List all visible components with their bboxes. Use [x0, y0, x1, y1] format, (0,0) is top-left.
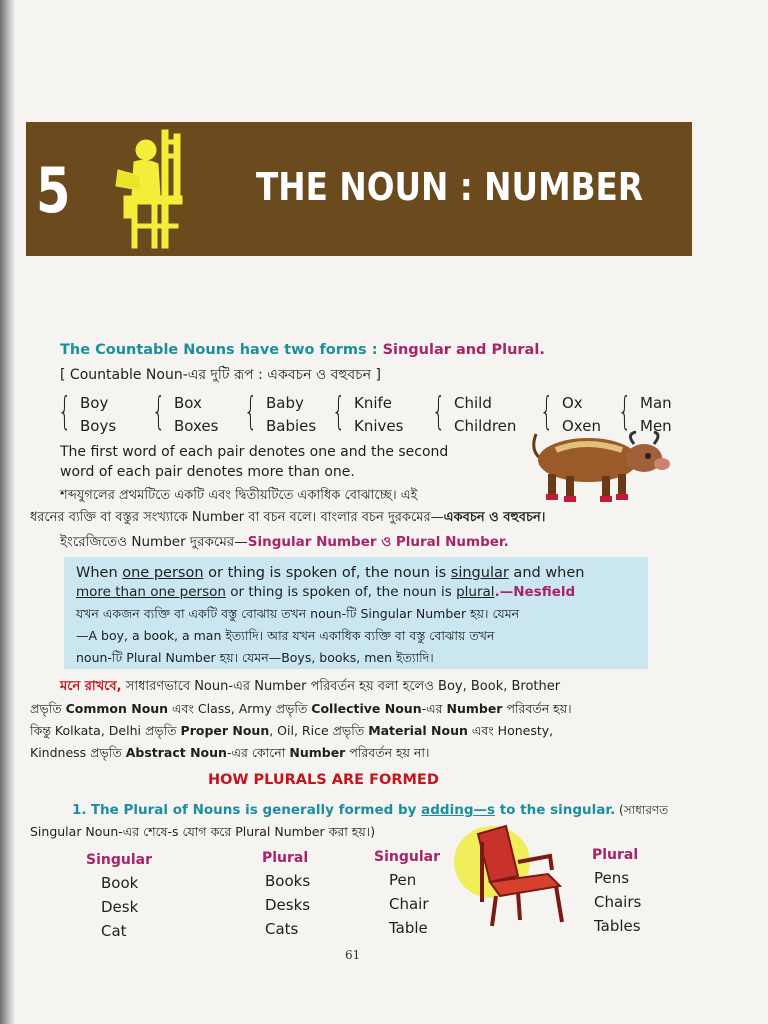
table-column-singular-2 — [374, 849, 440, 937]
table-column-singular-1 — [86, 852, 152, 940]
brace-icon: { — [152, 389, 166, 433]
brace-icon: { — [244, 389, 258, 433]
table-cell: Pens — [594, 869, 630, 887]
explanation-line-1: The first word of each pair denotes one and the second — [60, 444, 449, 460]
table-cell: Desks — [265, 896, 311, 914]
remember-line-2: প্রভৃতি Common Noun এবং Class, Army প্রভৃতি Collective Noun-এর Number পরিবর্তন হয়। — [30, 701, 572, 716]
definition-bengali-line-1: যখন একজন ব্যক্তি বা একটি বস্তু বোঝায় তখন noun-টি Singular Number হয়। যেমন — [76, 606, 520, 621]
table-cell: Cat — [101, 922, 127, 940]
intro-heading: The Countable Nouns have two forms : Singular and Plural. — [60, 342, 545, 358]
ox-illustration — [526, 420, 676, 506]
table-column-plural-2 — [592, 847, 641, 935]
explanation-line-2: word of each pair denotes more than one. — [60, 464, 355, 480]
table-column-plural-1 — [262, 850, 310, 938]
remember-line-4: Kindness প্রভৃতি Abstract Noun-এর কোনো Number পরিবর্তন হয় না। — [30, 745, 430, 760]
brace-icon: { — [432, 389, 446, 433]
definition-bengali-line-2: —A boy, a book, a man ইত্যাদি। আর যখন একাধিক ব্যক্তি বা বস্তু বোঝায় তখন — [76, 628, 495, 643]
table-cell: Desk — [101, 898, 139, 916]
plurals-section-heading: HOW PLURALS ARE FORMED — [208, 772, 439, 788]
explanation-bengali-line-2: ধরনের ব্যক্তি বা বস্তুর সংখ্যাকে Number বা বচন বলে। বাংলার বচন দুরকমের—একবচন ও বহুবচন। — [30, 510, 546, 525]
column-header: Singular — [86, 852, 152, 868]
table-cell: Tables — [594, 917, 641, 935]
brace-icon: { — [58, 389, 72, 433]
table-cell: Cats — [265, 920, 299, 938]
remember-line-3: কিন্তু Kolkata, Delhi প্রভৃতি Proper Noun, Oil, Rice প্রভৃতি Material Noun এবং Honesty, — [30, 723, 554, 738]
chapter-title: THE NOUN : NUMBER — [256, 165, 643, 209]
column-header: Plural — [592, 847, 639, 863]
word-pairs: { Boy Boys { Box Boxes { Baby Babies { Knife Knives { Child Children { Ox Oxen { Man Men — [58, 389, 672, 435]
table-cell: Books — [265, 872, 311, 890]
remember-line-1: মনে রাখবে, সাধারণভাবে Noun-এর Number পরিবর্তন হয় বলা হলেও Boy, Book, Brother — [60, 679, 561, 694]
plural-rule-1: 1. The Plural of Nouns is generally formed by adding—s to the singular. (সাধারণত — [72, 802, 669, 818]
table-cell: Book — [101, 874, 139, 892]
definition-line-1: When one person or thing is spoken of, the noun is singular and when — [76, 565, 585, 581]
plural-rule-1-bengali: Singular Noun-এর শেষে-s যোগ করে Plural Number করা হয়।) — [30, 824, 376, 839]
chair-illustration — [452, 822, 578, 930]
table-cell: Pen — [389, 871, 417, 889]
brace-icon: { — [332, 389, 346, 433]
brace-icon: { — [540, 389, 554, 433]
page-number: 61 — [345, 948, 361, 962]
table-cell: Chair — [389, 895, 429, 913]
definition-line-2: more than one person or thing is spoken of, the noun is plural.—Nesfield — [76, 584, 576, 600]
reading-child-illustration — [110, 126, 194, 252]
explanation-bengali-line-1: শব্দযুগলের প্রথমটিতে একটি এবং দ্বিতীয়টিতে একাধিক বোঝাচ্ছে। এই — [60, 488, 418, 503]
table-cell: Table — [389, 919, 428, 937]
column-header: Singular — [374, 849, 440, 865]
definition-bengali-line-3: noun-টি Plural Number হয়। যেমন—Boys, books, men ইত্যাদি। — [76, 650, 434, 665]
column-header: Plural — [262, 850, 309, 866]
table-cell: Chairs — [594, 893, 642, 911]
english-number-forms: ইংরেজিতেও Number দুরকমের—Singular Number ও Plural Number. — [60, 534, 509, 550]
intro-bengali-subtitle: [ Countable Noun-এর দুটি রূপ : একবচন ও বহুবচন ] — [60, 367, 381, 383]
book-spine-shadow — [0, 0, 14, 1024]
brace-icon: { — [618, 389, 632, 433]
chapter-number: 5 — [36, 154, 69, 227]
